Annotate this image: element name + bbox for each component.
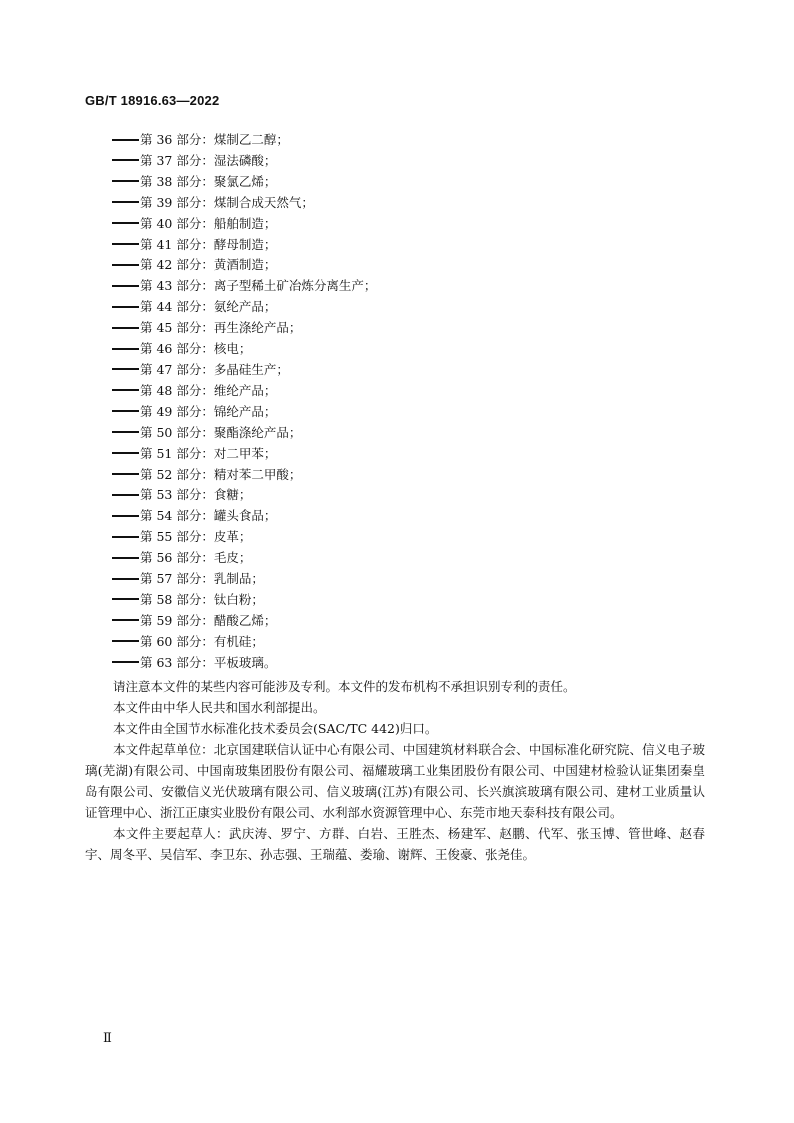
list-item: 第 51 部分：对二甲苯；	[112, 444, 376, 465]
centralized-statement: 本文件由全国节水标准化技术委员会(SAC/TC 442)归口。	[113, 721, 438, 736]
list-item: 第 57 部分：乳制品；	[112, 569, 376, 590]
list-item: 第 42 部分：黄酒制造；	[112, 255, 376, 276]
list-item: 第 50 部分：聚酯涤纶产品；	[112, 423, 376, 444]
em-dash	[112, 640, 139, 642]
drafting-units: 本文件起草单位：北京国建联信认证中心有限公司、中国建筑材料联合会、中国标准化研究院、信义电子玻璃(芜湖)有限公司、中国南玻集团股份有限公司、福耀玻璃工业集团股份有限公司、中国建材检验认证集团秦皇岛有限公司、安徽信义光伏玻璃有限公司、信义玻璃(江苏)有限公司、长兴旗滨玻璃有限公司、建材工业质量认证管理中心、浙江正康实业股份有限公司、水利部水资源管理中心、东莞市地天泰科技有限公司。	[85, 742, 705, 820]
em-dash	[112, 578, 139, 580]
patent-notice: 请注意本文件的某些内容可能涉及专利。本文件的发布机构不承担识别专利的责任。	[113, 679, 576, 694]
em-dash	[112, 473, 139, 475]
em-dash	[112, 515, 139, 517]
em-dash	[112, 159, 139, 161]
list-item: 第 49 部分：锦纶产品；	[112, 402, 376, 423]
em-dash	[112, 452, 139, 454]
list-item: 第 56 部分：毛皮；	[112, 548, 376, 569]
em-dash	[112, 285, 139, 287]
list-item: 第 44 部分：氨纶产品；	[112, 297, 376, 318]
em-dash	[112, 139, 139, 141]
parts-list	[112, 130, 376, 674]
list-item: 第 38 部分：聚氯乙烯；	[112, 172, 376, 193]
list-item: 第 63 部分：平板玻璃。	[112, 653, 376, 674]
em-dash	[112, 327, 139, 329]
page-number: Ⅱ	[103, 1031, 112, 1046]
drafters: 本文件主要起草人：武庆涛、罗宁、方群、白岩、王胜杰、杨建军、赵鹏、代军、张玉博、管世峰、赵春宇、周冬平、吴信军、李卫东、孙志强、王瑞蕴、娄瑜、谢辉、王俊豪、张尧佳。	[85, 826, 705, 862]
em-dash	[112, 264, 139, 266]
list-item: 第 58 部分：钛白粉；	[112, 590, 376, 611]
list-item: 第 53 部分：食糖；	[112, 485, 376, 506]
list-item: 第 40 部分：船舶制造；	[112, 214, 376, 235]
list-item: 第 59 部分：醋酸乙烯；	[112, 611, 376, 632]
list-item: 第 37 部分：湿法磷酸；	[112, 151, 376, 172]
list-item: 第 39 部分：煤制合成天然气；	[112, 193, 376, 214]
list-item: 第 45 部分：再生涤纶产品；	[112, 318, 376, 339]
standard-number: GB/T 18916.63—2022	[85, 93, 220, 108]
list-item: 第 52 部分：精对苯二甲酸；	[112, 465, 376, 486]
em-dash	[112, 619, 139, 621]
em-dash	[112, 243, 139, 245]
em-dash	[112, 306, 139, 308]
list-item: 第 54 部分：罐头食品；	[112, 506, 376, 527]
list-item: 第 41 部分：酵母制造；	[112, 235, 376, 256]
foreword-paragraphs	[85, 676, 705, 865]
proposer-statement: 本文件由中华人民共和国水利部提出。	[113, 700, 326, 715]
em-dash	[112, 410, 139, 412]
em-dash	[112, 222, 139, 224]
list-item: 第 48 部分：维纶产品；	[112, 381, 376, 402]
list-item: 第 36 部分：煤制乙二醇；	[112, 130, 376, 151]
em-dash	[112, 494, 139, 496]
em-dash	[112, 180, 139, 182]
em-dash	[112, 348, 139, 350]
list-item: 第 55 部分：皮革；	[112, 527, 376, 548]
em-dash	[112, 557, 139, 559]
em-dash	[112, 431, 139, 433]
list-item: 第 47 部分：多晶硅生产；	[112, 360, 376, 381]
em-dash	[112, 536, 139, 538]
em-dash	[112, 201, 139, 203]
em-dash	[112, 389, 139, 391]
list-item: 第 43 部分：离子型稀土矿冶炼分离生产；	[112, 276, 376, 297]
em-dash	[112, 368, 139, 370]
em-dash	[112, 661, 139, 663]
list-item: 第 60 部分：有机硅；	[112, 632, 376, 653]
list-item: 第 46 部分：核电；	[112, 339, 376, 360]
em-dash	[112, 598, 139, 600]
